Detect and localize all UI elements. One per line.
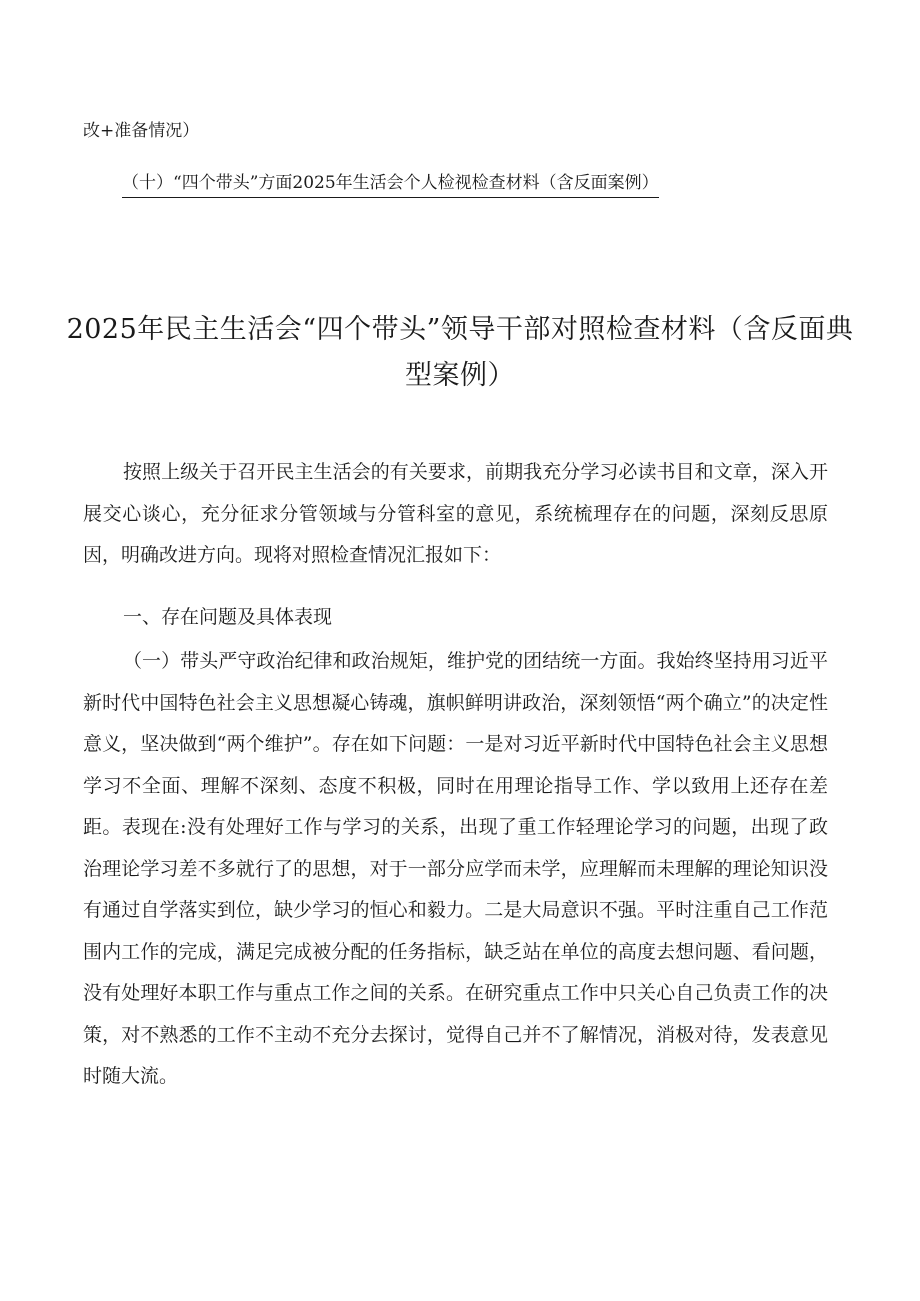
toc-link-item-10[interactable]: （十）“四个带头”方面2025年生活会个人检视检查材料（含反面案例） [122,170,659,198]
intro-paragraph: 按照上级关于召开民主生活会的有关要求，前期我充分学习必读书目和文章，深入开展交心谈心，充分征求分管领域与分管科室的意见，系统梳理存在的问题，深刻反思原因，明确改进方向。现将对照检查情况汇报如下： [83,461,828,566]
toc-entry-tail: 改+准备情况） [83,121,200,141]
section-heading-problems: 一、存在问题及具体表现 [123,606,333,628]
document-title: 2025年民主生活会“四个带头”领导干部对照检查材料（含反面典型案例） [66,314,854,391]
section-paragraph-political-discipline: （一）带头严守政治纪律和政治规矩，维护党的团结统一方面。我始终坚持用习近平新时代中国特色社会主义思想凝心铸魂，旗帜鲜明讲政治，深刻领悟“两个确立”的决定性意义，坚决做到“两个维护”。存在如下问题：一是对习近平新时代中国特色社会主义思想学习不全面、理解不深刻、态度不积极，同时在用理论指导工作、学以致用上还存在差距。表现在:没有处理好工作与学习的关系，出现了重工作轻理论学习的问题，出现了政治理论学习差不多就行了的思想，对于一部分应学而未学，应理解而未理解的理论知识没有通过自学落实到位，缺少学习的恒心和毅力。二是大局意识不强。平时注重自己工作范围内工作的完成，满足完成被分配的任务指标，缺乏站在单位的高度去想问题、看问题，没有处理好本职工作与重点工作之间的关系。在研究重点工作中只关心自己负责工作的决策，对不熟悉的工作不主动不充分去探讨，觉得自己并不了解情况，消极对待，发表意见时随大流。 [83,650,828,1087]
